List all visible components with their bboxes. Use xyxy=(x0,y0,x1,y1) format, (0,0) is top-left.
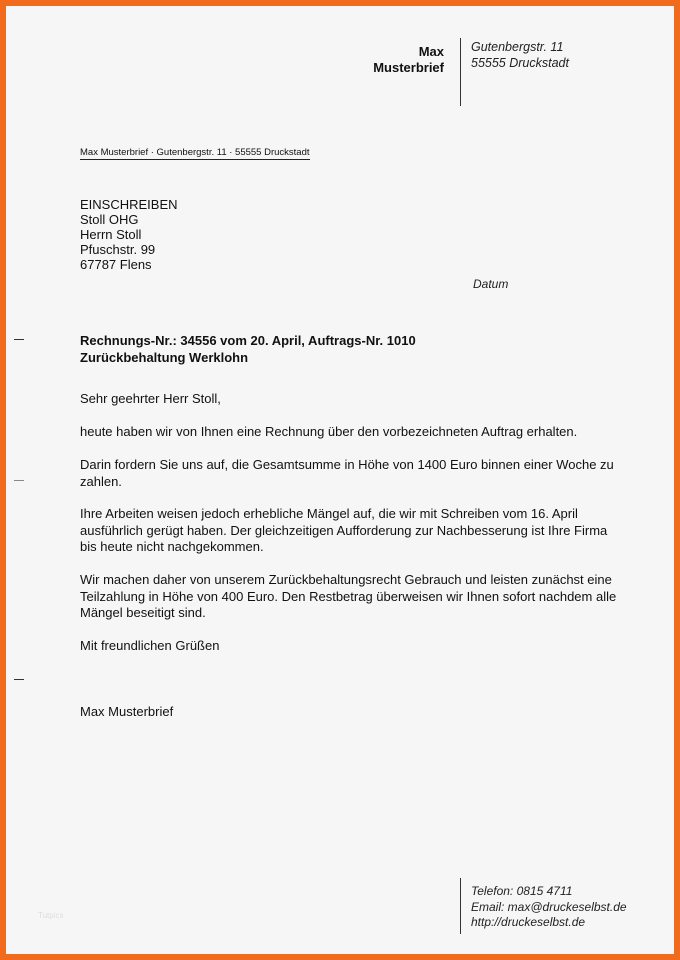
date-label: Datum xyxy=(473,277,509,291)
fold-mark-bottom xyxy=(14,679,24,680)
paragraph-3: Ihre Arbeiten weisen jedoch erhebliche Mängel auf, die wir mit Schreiben vom 16. April ausführlich gerügt haben. Der gleichzeitigen Aufforderung zur Nachbesserung ist Ihre Firma bis heute nicht nachgekommen. xyxy=(80,506,608,554)
sender-last-name: Musterbrief xyxy=(373,60,444,75)
footer-contact xyxy=(471,884,627,931)
sender-street: Gutenbergstr. 11 xyxy=(471,40,564,54)
footer-email: Email: max@druckeselbst.de xyxy=(471,899,627,914)
return-address-line: Max Musterbrief · Gutenbergstr. 11 · 55555 Druckstadt xyxy=(80,147,310,158)
footer-web: http://druckeselbst.de xyxy=(471,915,586,929)
watermark: Tutpics xyxy=(38,911,64,920)
recipient-line-4: Pfuschstr. 99 xyxy=(80,242,156,257)
header-divider xyxy=(460,38,461,106)
recipient-address xyxy=(80,197,178,272)
signature: Max Musterbrief xyxy=(80,704,174,719)
paragraph-2: Darin fordern Sie uns auf, die Gesamtsumme in Höhe von 1400 Euro binnen einer Woche zu zahlen. xyxy=(80,457,614,489)
salutation: Sehr geehrter Herr Stoll, xyxy=(80,391,221,406)
subject xyxy=(80,332,416,366)
fold-mark-top xyxy=(14,339,24,340)
paragraph-1: heute haben wir von Ihnen eine Rechnung über den vorbezeichneten Auftrag erhalten. xyxy=(80,424,578,439)
recipient-line-5: 67787 Flens xyxy=(80,257,152,272)
letter-page xyxy=(6,6,674,954)
footer-divider xyxy=(460,878,461,934)
paragraph-4: Wir machen daher von unserem Zurückbehaltungsrecht Gebrauch und leisten zunächst eine Teilzahlung in Höhe von 400 Euro. Den Restbetrag überweisen wir Ihnen sofort nachdem alle Mängel beseitigt sind. xyxy=(80,572,617,620)
recipient-line-2: Stoll OHG xyxy=(80,212,139,227)
punch-mark xyxy=(14,480,24,481)
recipient-line-3: Herrn Stoll xyxy=(80,227,142,242)
subject-line-2: Zurückbehaltung Werklohn xyxy=(80,350,249,365)
sender-city: 55555 Druckstadt xyxy=(471,56,569,70)
subject-line-1: Rechnungs-Nr.: 34556 vom 20. April, Auftrags-Nr. 1010 xyxy=(80,333,416,348)
recipient-line-1: EINSCHREIBEN xyxy=(80,197,178,212)
sender-name xyxy=(373,44,444,76)
sender-address xyxy=(471,39,569,71)
closing: Mit freundlichen Grüßen xyxy=(80,638,220,653)
sender-first-name: Max xyxy=(418,44,444,59)
footer-phone: Telefon: 0815 4711 xyxy=(471,884,573,898)
